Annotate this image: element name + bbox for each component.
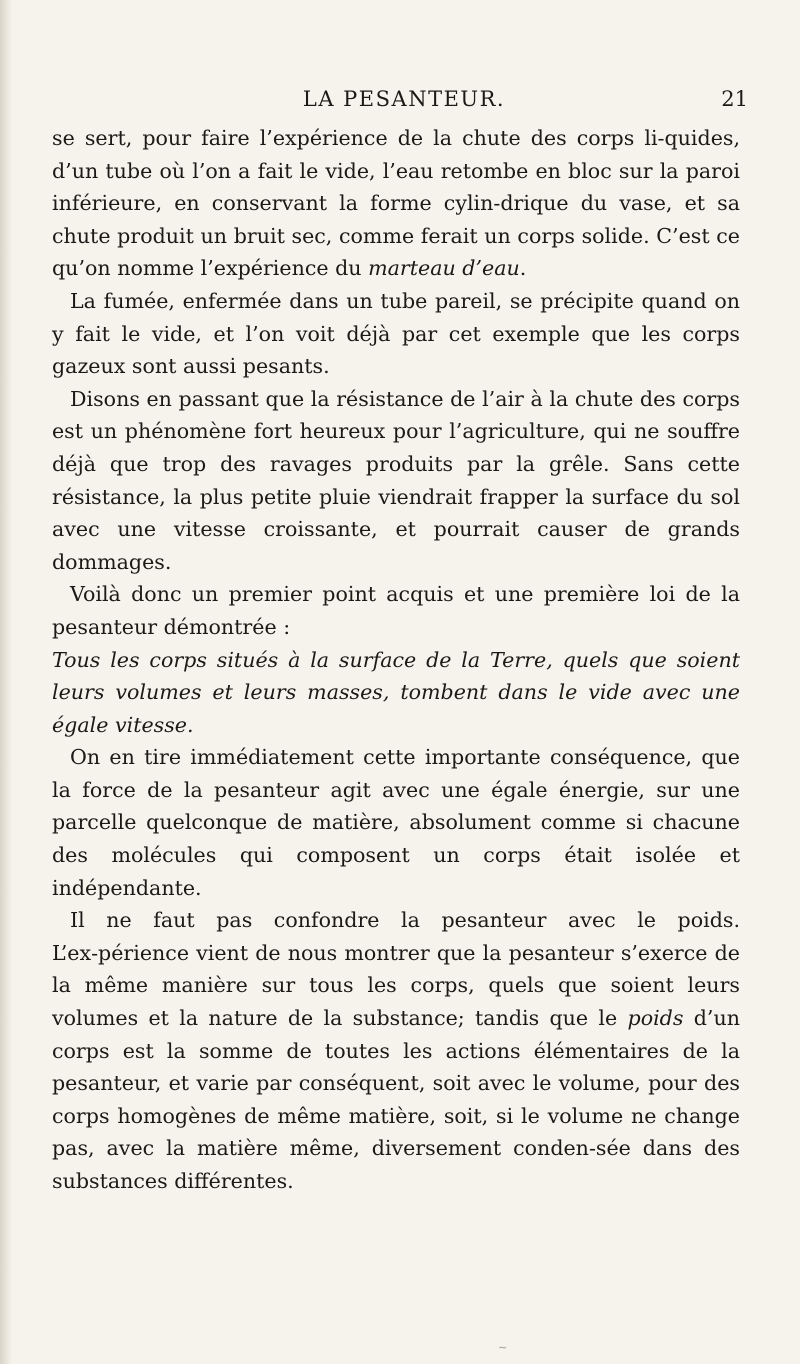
paragraph-first-law: Tous les corps situés à la surface de la Terre, quels que soient leurs volumes et leurs masses, tombent dans le vide avec une égale vitesse. [52, 647, 740, 737]
italic-term-poids: poids [627, 1006, 684, 1031]
body-text [52, 122, 740, 1198]
running-title: LA PESANTEUR. [302, 87, 506, 111]
paragraph-smoke: La fumée, enfermée dans un tube pareil, se précipite quand on y fait le vide, et l’on voit déjà par cet exemple que les corps gazeux sont aussi pesants. [52, 288, 740, 379]
running-head [60, 84, 748, 114]
paragraph-water-hammer [52, 122, 740, 285]
page-binding-shadow [0, 0, 12, 1364]
paragraph-text: se sert, pour faire l’expérience de la chute des corps li‑quides, d’un tube où l’on a fait le vide, l’eau retombe en bloc sur la paroi inférieure, en conservant la forme cylin‑drique du vase, et sa chute produit un bruit sec, comme ferait un corps solide. C’est ce qu’on nomme l’expérience du [52, 126, 740, 281]
paragraph-text: Il ne faut pas confondre la pesanteur avec le poids. L’ex‑périence vient de nous montrer que la pesanteur s’exerce de la même manière sur tous les corps, quels que soient leurs volumes et la nature de la substance; tandis que le [52, 908, 740, 1031]
paragraph-weight-vs-gravity [52, 904, 740, 1197]
print-speck: ∼ [498, 1341, 508, 1354]
paragraph-end: . [519, 256, 527, 281]
paragraph-consequence: On en tire immédiatement cette importante conséquence, que la force de la pesanteur agit avec une égale énergie, sur une parcelle quelconque de matière, absolument comme si chacune des molécules qui composent un corps était isolée et indépendante. [52, 745, 740, 900]
page-number: 21 [721, 87, 748, 111]
paragraph-end: d’un corps est la somme de toutes les actions élémentaires de la pesanteur, et varie par conséquent, soit avec le volume, pour des corps homogènes de même matière, soit, si le volume ne change pas, avec la matière même, diversement conden‑sée dans des substances différentes. [52, 1006, 740, 1193]
paragraph-air-resistance: Disons en passant que la résistance de l’air à la chute des corps est un phénomène fort heureux pour l’agriculture, qui ne souffre déjà que trop des ravages produits par la grêle. Sans cette résistance, la plus petite pluie viendrait frapper la surface du sol avec une vitesse croissante, et pourrait causer de grands dommages. [52, 386, 740, 574]
italic-term-marteau-d-eau: marteau d’eau [368, 256, 520, 281]
paragraph-first-law-intro: Voilà donc un premier point acquis et une première loi de la pesanteur démontrée : [52, 582, 740, 639]
